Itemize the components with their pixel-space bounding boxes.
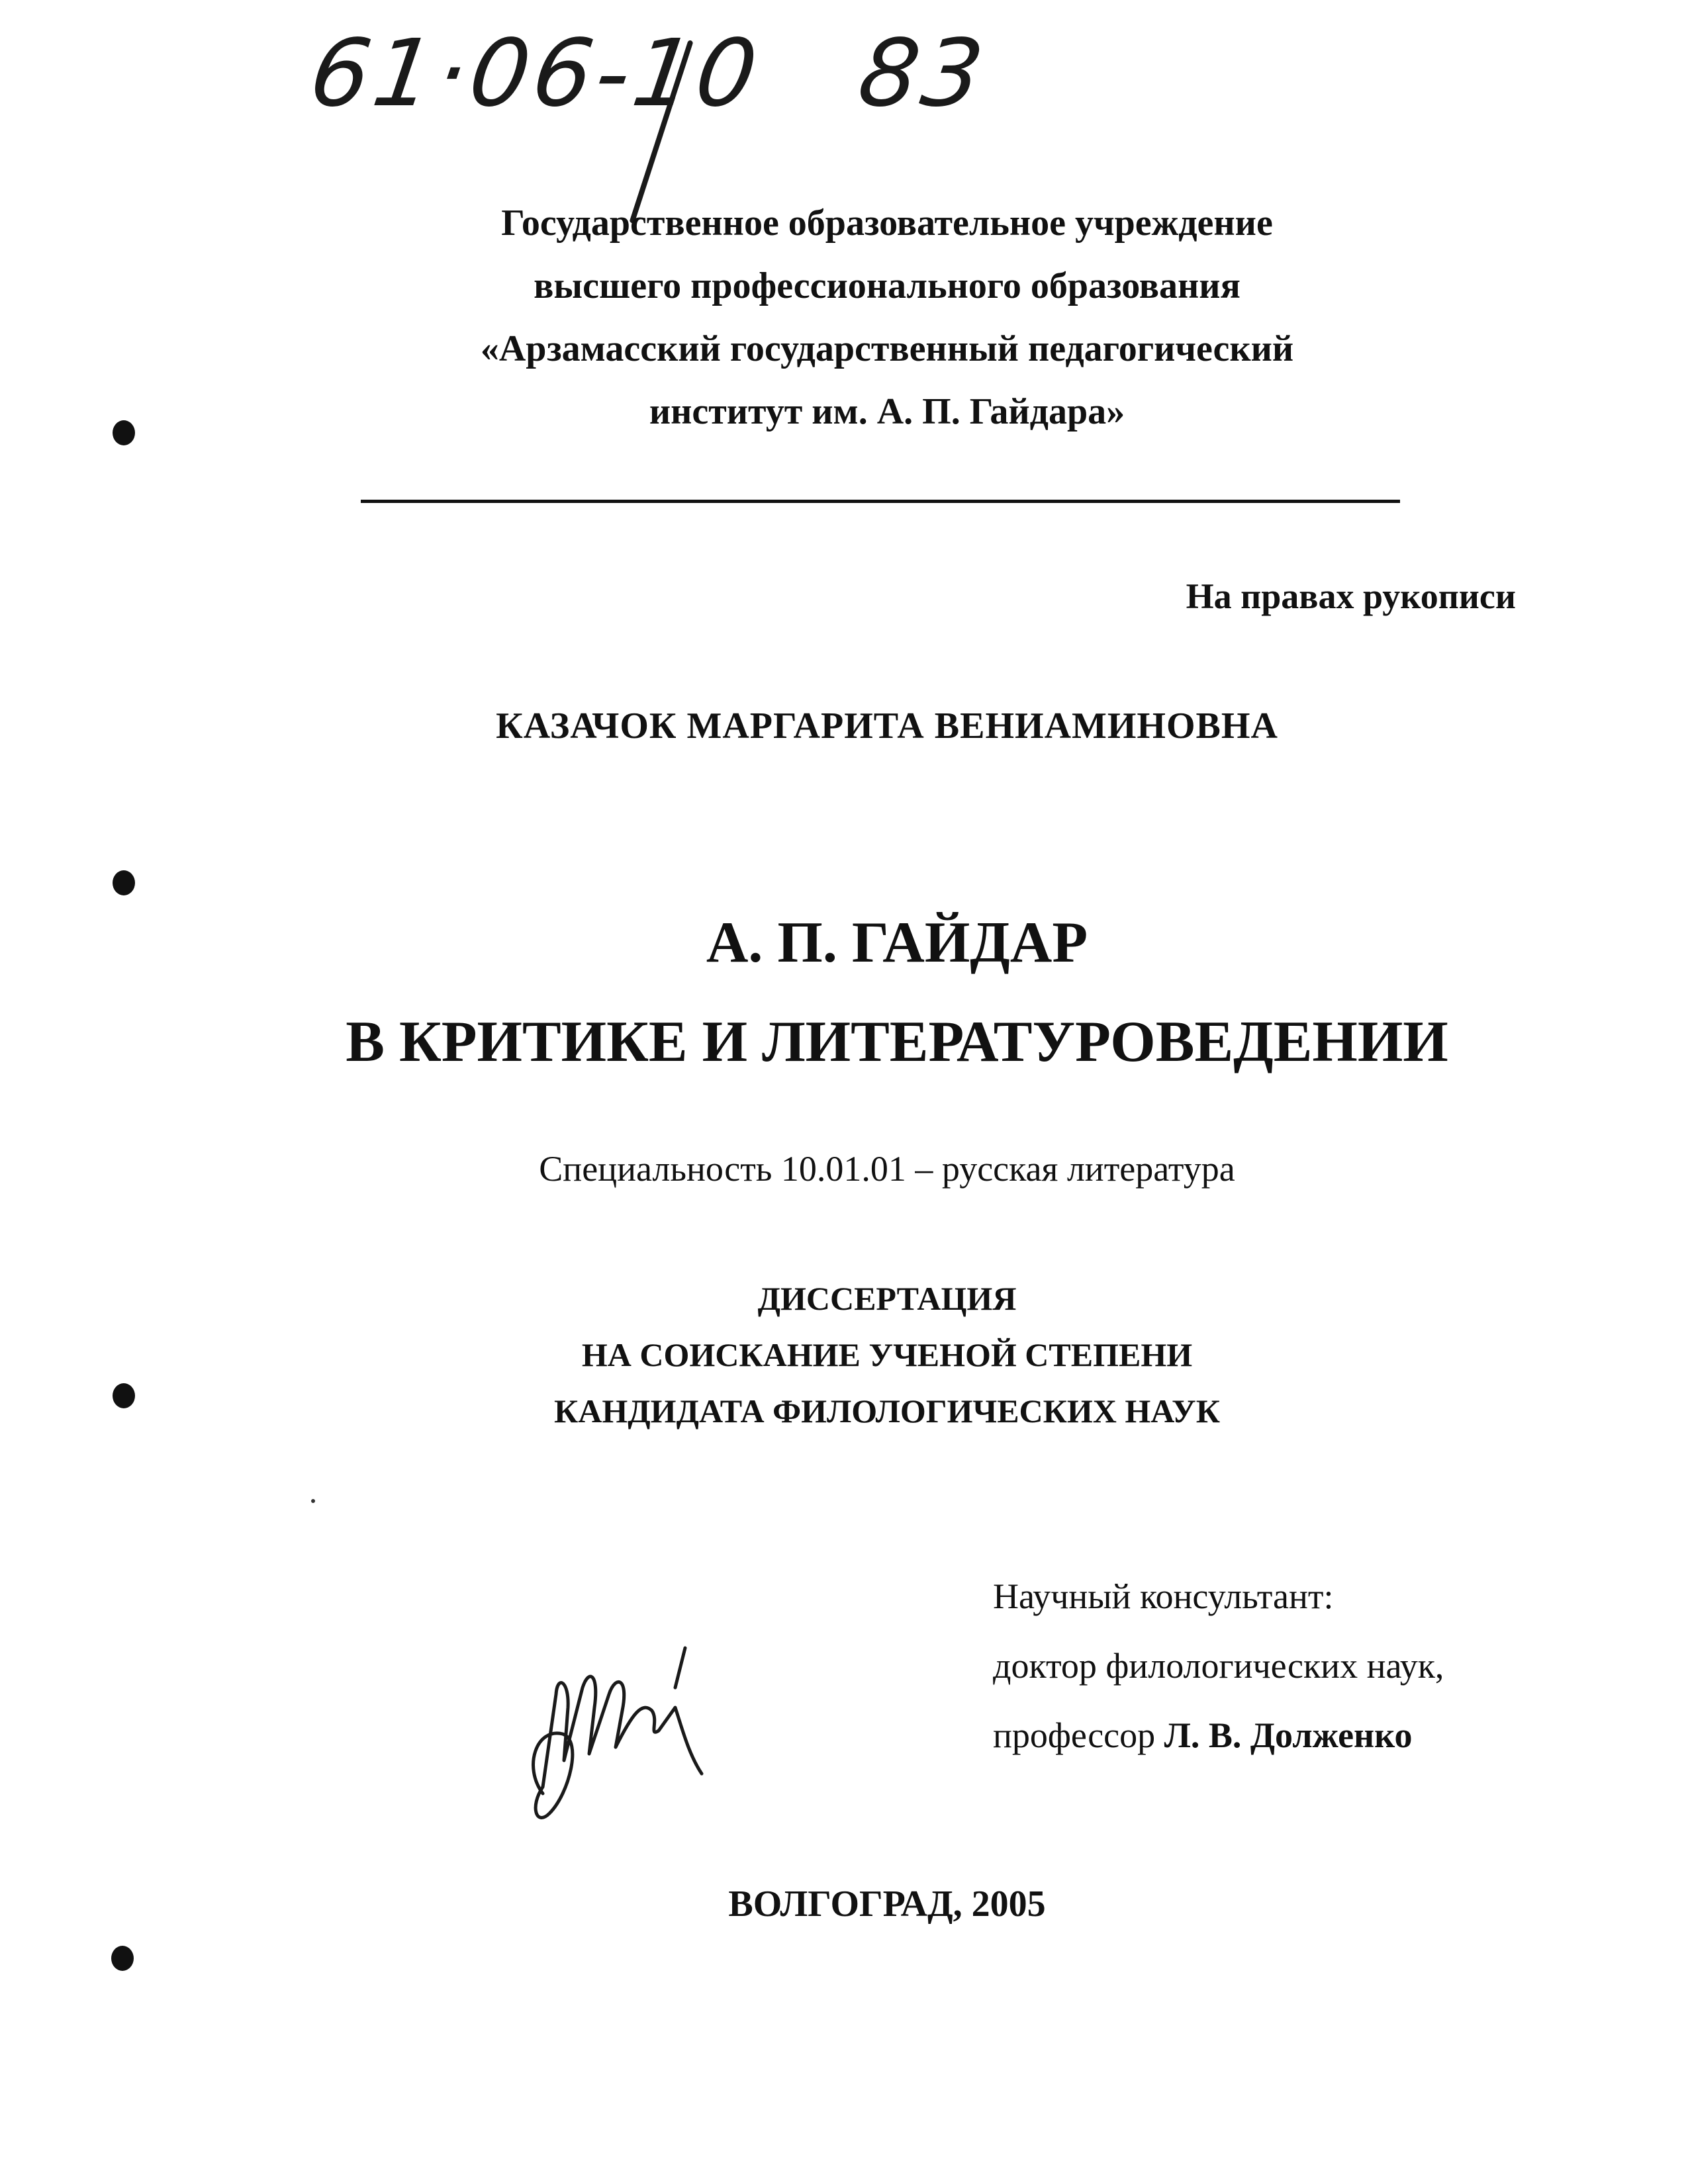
degree-line-2: НА СОИСКАНИЕ УЧЕНОЙ СТЕПЕНИ	[581, 1336, 1193, 1373]
scan-speck	[311, 1499, 315, 1503]
handwritten-signature	[516, 1595, 728, 1833]
author-name: КАЗАЧОК МАРГАРИТА ВЕНИАМИНОВНА	[496, 705, 1278, 747]
consultant-name-line	[993, 1701, 1444, 1770]
consultant-degree: доктор филологических наук,	[993, 1646, 1444, 1686]
city-year: ВОЛГОГРАД, 2005	[728, 1884, 1046, 1925]
degree-line-1: ДИССЕРТАЦИЯ	[757, 1280, 1017, 1317]
dissertation-title	[0, 893, 1688, 1092]
binding-hole-4	[111, 1946, 134, 1971]
header-divider	[361, 500, 1400, 503]
archive-code-slash-space	[752, 20, 867, 128]
binding-hole-2	[113, 870, 135, 895]
institution-header	[0, 192, 1688, 443]
title-line-2: В КРИТИКЕ И ЛИТЕРАТУРОВЕДЕНИИ	[346, 1010, 1448, 1074]
specialty-line: Специальность 10.01.01 – русская литература	[539, 1149, 1235, 1189]
archive-code-suffix: 83	[852, 20, 994, 128]
institution-line-3: «Арзамасский государственный педагогический	[480, 328, 1294, 369]
consultant-label: Научный консультант:	[993, 1576, 1334, 1616]
consultant-name: Л. В. Долженко	[1164, 1715, 1413, 1755]
degree-line-3: КАНДИДАТА ФИЛОЛОГИЧЕСКИХ НАУК	[554, 1392, 1220, 1430]
binding-hole-1	[113, 420, 135, 445]
degree-statement	[0, 1271, 1688, 1439]
manuscript-rights: На правах рукописи	[1186, 576, 1516, 616]
title-line-1: А. П. ГАЙДАР	[706, 911, 1088, 975]
scientific-consultant	[993, 1562, 1444, 1770]
archive-code-handwritten	[304, 20, 994, 128]
binding-hole-3	[113, 1383, 135, 1408]
consultant-title: профессор	[993, 1715, 1156, 1755]
archive-code-main: 61·06-10	[303, 20, 767, 128]
institution-line-4: институт им. А. П. Гайдара»	[649, 391, 1125, 432]
institution-line-2: высшего профессионального образования	[534, 265, 1241, 306]
institution-line-1: Государственное образовательное учреждение	[501, 203, 1273, 244]
